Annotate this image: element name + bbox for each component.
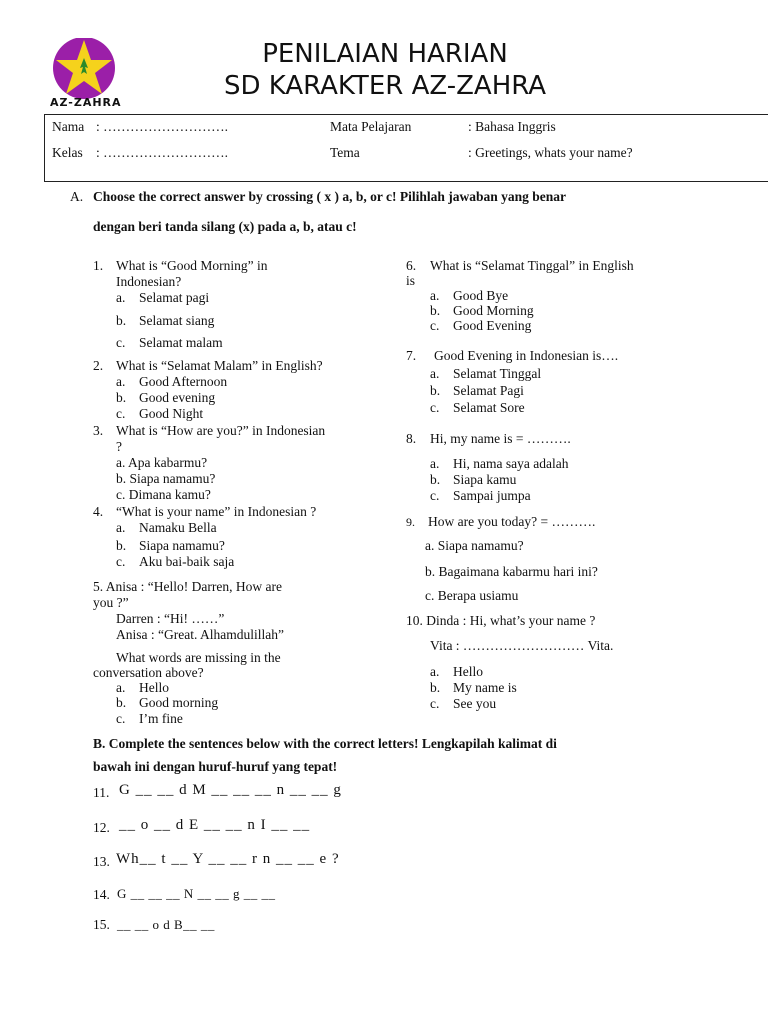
option-letter: a. [430,366,440,381]
page-title-line2: SD KARAKTER AZ-ZAHRA [223,71,547,101]
question-15-number: 15. [93,917,110,932]
q3-option-c[interactable]: c. Dimana kamu? [116,487,211,502]
question-3-number: 3. [93,423,104,438]
q7-option-a[interactable]: Selamat Tinggal [453,366,542,381]
question-5-text-2: you ?” [93,595,129,610]
option-letter: a. [116,520,126,535]
nama-field[interactable]: : ………………………. [96,119,229,134]
q1-option-c[interactable]: Selamat malam [139,335,223,350]
section-a-instruction: Choose the correct answer by crossing ( x ) a, b, or c! Pilihlah jawaban yang benar [93,189,566,204]
question-2-number: 2. [93,358,104,373]
q3-option-a[interactable]: a. Apa kabarmu? [116,455,208,470]
option-letter: c. [116,711,126,726]
option-letter: c. [430,488,440,503]
question-8-number: 8. [406,431,417,446]
q10-option-c[interactable]: See you [453,696,497,711]
question-15-blanks[interactable]: __ __ o d B__ __ [117,917,215,932]
q8-option-b[interactable]: Siapa kamu [453,472,517,487]
section-a-instruction-2: dengan beri tanda silang (x) pada a, b, atau c! [93,219,357,234]
option-letter: b. [116,390,127,405]
option-letter: c. [430,400,440,415]
q5-option-a[interactable]: Hello [139,680,169,695]
option-letter: a. [116,290,126,305]
question-1-number: 1. [93,258,104,273]
question-4-text: “What is your name” in Indonesian ? [116,504,317,519]
option-letter: b. [116,695,127,710]
q4-option-b[interactable]: Siapa namamu? [139,538,225,553]
question-6-number: 6. [406,258,417,273]
q9-option-c[interactable]: c. Berapa usiamu [425,588,519,603]
option-letter: b. [116,538,127,553]
option-letter: a. [430,664,440,679]
q10-option-b[interactable]: My name is [453,680,517,695]
question-7-text: Good Evening in Indonesian is…. [434,348,619,363]
q4-option-c[interactable]: Aku bai-baik saja [139,554,235,569]
question-7-number: 7. [406,348,417,363]
page-title-line1: PENILAIAN HARIAN [262,39,508,69]
q6-option-c[interactable]: Good Evening [453,318,532,333]
q8-option-a[interactable]: Hi, nama saya adalah [453,456,569,471]
option-letter: a. [430,456,440,471]
option-letter: b. [430,472,441,487]
question-10-dialog-vita: Vita : ……………………… Vita. [430,638,614,653]
section-a-marker: A. [70,189,84,204]
question-14-number: 14. [93,887,110,902]
mapel-value: : Bahasa Inggris [468,119,556,134]
question-5-prompt: What words are missing in the [116,650,281,665]
q7-option-b[interactable]: Selamat Pagi [453,383,524,398]
q5-option-c[interactable]: I’m fine [139,711,183,726]
option-letter: c. [430,696,440,711]
question-14-blanks[interactable]: G __ __ __ N __ __ g __ __ [117,886,276,901]
q2-option-b[interactable]: Good evening [139,390,216,405]
question-5-prompt-2: conversation above? [93,665,204,680]
q4-option-a[interactable]: Namaku Bella [139,520,217,535]
option-letter: b. [430,680,441,695]
question-12-blanks[interactable]: __ o __ d E __ __ n I __ __ [119,817,311,833]
nama-label: Nama [52,119,85,134]
option-letter: a. [430,288,440,303]
logo-text: AZ-ZAHRA [50,96,122,109]
question-3-text-2: ? [116,439,122,454]
option-letter: b. [430,303,441,318]
mapel-label: Mata Pelajaran [330,119,412,134]
q9-option-b[interactable]: b. Bagaimana kabarmu hari ini? [425,564,598,579]
question-5-dialog-anisa: Anisa : “Great. Alhamdulillah” [116,627,284,642]
question-5-dialog-darren: Darren : “Hi! ……” [116,611,225,626]
question-9-number: 9. [406,515,415,529]
question-10-text: 10. Dinda : Hi, what’s your name ? [406,613,596,628]
option-letter: b. [116,313,127,328]
option-letter: b. [430,383,441,398]
q7-option-c[interactable]: Selamat Sore [453,400,525,415]
option-letter: a. [116,680,126,695]
kelas-field[interactable]: : ………………………. [96,145,229,160]
question-5-text: 5. Anisa : “Hello! Darren, How are [93,579,282,594]
tema-value: : Greetings, whats your name? [468,145,633,160]
section-b-instruction: B. Complete the sentences below with the correct letters! Lengkapilah kalimat di [93,736,557,751]
question-12-number: 12. [93,820,110,835]
question-3-text: What is “How are you?” in Indonesian [116,423,326,438]
q8-option-c[interactable]: Sampai jumpa [453,488,531,503]
question-9-text: How are you today? = ………. [428,514,596,529]
q10-option-a[interactable]: Hello [453,664,483,679]
question-11-blanks[interactable]: G __ __ d M __ __ __ n __ __ g [119,782,342,798]
option-letter: c. [116,335,126,350]
q6-option-a[interactable]: Good Bye [453,288,509,303]
option-letter: c. [430,318,440,333]
q9-option-a[interactable]: a. Siapa namamu? [425,538,524,553]
option-letter: a. [116,374,126,389]
option-letter: c. [116,406,126,421]
q1-option-a[interactable]: Selamat pagi [139,290,210,305]
q6-option-b[interactable]: Good Morning [453,303,534,318]
question-6-text: What is “Selamat Tinggal” in English [430,258,634,273]
q5-option-b[interactable]: Good morning [139,695,219,710]
kelas-label: Kelas [52,145,83,160]
question-2-text: What is “Selamat Malam” in English? [116,358,323,373]
school-logo [52,38,116,102]
question-8-text: Hi, my name is = ………. [430,431,571,446]
star-emblem-icon [52,38,116,102]
question-13-number: 13. [93,854,110,869]
q2-option-c[interactable]: Good Night [139,406,204,421]
question-4-number: 4. [93,504,104,519]
option-letter: c. [116,554,126,569]
question-1-text: What is “Good Morning” in [116,258,268,273]
question-1-text-2: Indonesian? [116,274,182,289]
question-13-blanks[interactable]: Wh__ t __ Y __ __ r n __ __ e ? [116,851,340,867]
section-b-instruction-2: bawah ini dengan huruf-huruf yang tepat! [93,759,338,774]
q3-option-b[interactable]: b. Siapa namamu? [116,471,216,486]
question-6-text-2: is [406,273,416,288]
q1-option-b[interactable]: Selamat siang [139,313,215,328]
tema-label: Tema [330,145,360,160]
q2-option-a[interactable]: Good Afternoon [139,374,228,389]
question-11-number: 11. [93,785,110,800]
